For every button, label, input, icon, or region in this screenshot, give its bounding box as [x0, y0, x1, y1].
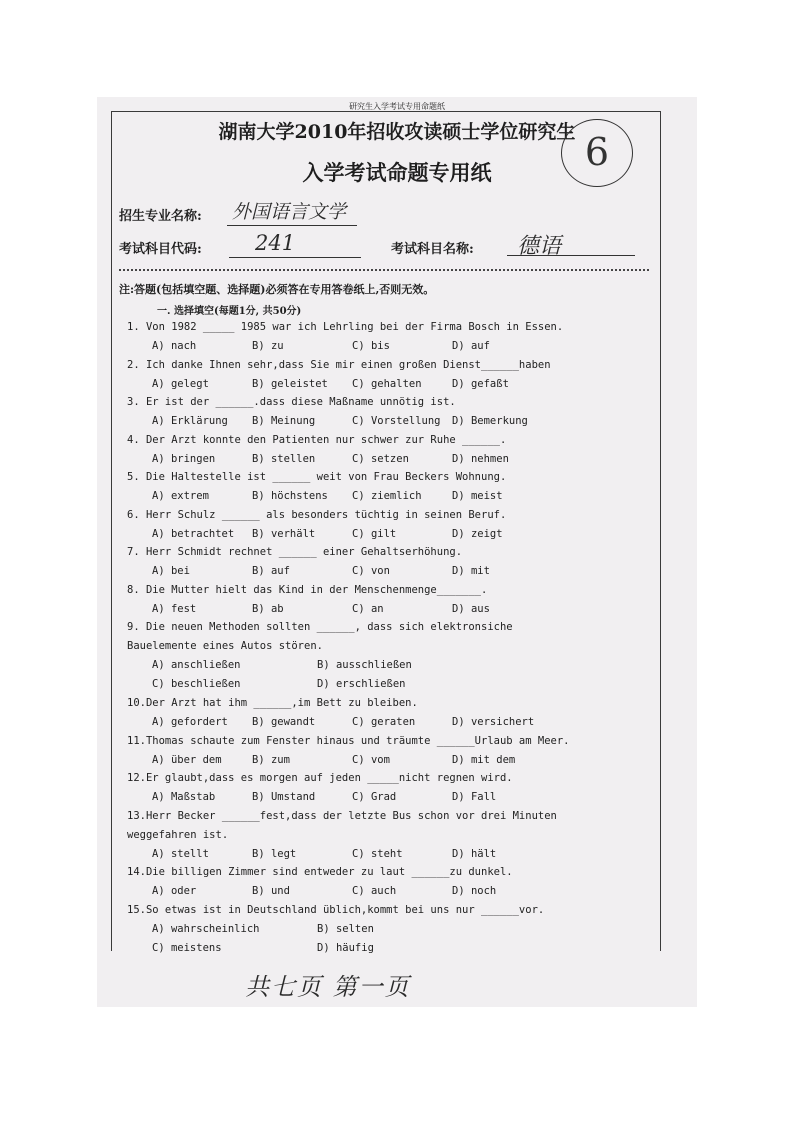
- answer-option: A) Erklärung: [152, 415, 228, 427]
- answer-option: B) höchstens: [252, 490, 328, 502]
- answer-option: C) beschließen: [152, 678, 241, 690]
- subject-label: 考试科目名称:: [391, 242, 474, 257]
- question-text: 3. Er ist der ______.dass diese Maßname unnötig ist.: [127, 396, 456, 408]
- answer-option: C) geraten: [352, 716, 416, 728]
- question-text: 9. Die neuen Methoden sollten ______, dass sich elektronsiche: [127, 621, 513, 633]
- answer-option: D) auf: [452, 340, 490, 352]
- answer-option: A) nach: [152, 340, 197, 352]
- answer-option: C) gehalten: [352, 377, 422, 390]
- answer-option: B) verhält: [252, 527, 316, 540]
- answer-option: C) vom: [352, 753, 390, 766]
- answer-option: B) auf: [252, 565, 290, 577]
- answer-option: C) von: [352, 565, 390, 577]
- code-label: 考试科目代码:: [119, 242, 202, 257]
- question-text: 5. Die Haltestelle ist ______ weit von Frau Beckers Wohnung.: [127, 471, 507, 483]
- code-value-handwritten: 241: [255, 231, 296, 255]
- exam-title-line2: 入学考试命题专用纸: [302, 160, 492, 185]
- answer-option: B) selten: [317, 922, 374, 935]
- answer-option: A) stellt: [152, 847, 209, 860]
- answer-option: A) über dem: [152, 753, 222, 766]
- answer-option: B) stellen: [252, 452, 316, 465]
- question-text: 10.Der Arzt hat ihm ______,im Bett zu bleiben.: [127, 697, 418, 709]
- answer-option: B) Umstand: [252, 791, 316, 803]
- code-underline: [229, 257, 361, 258]
- subject-underline: [507, 255, 635, 256]
- question-text: 13.Herr Becker ______fest,dass der letzte Bus schon vor drei Minuten: [127, 809, 557, 822]
- answer-option: A) Maßstab: [152, 791, 216, 803]
- answer-option: B) ab: [252, 602, 284, 615]
- question-text-continued: weggefahren ist.: [127, 828, 229, 841]
- answer-option: D) versichert: [452, 716, 535, 728]
- answer-option: B) legt: [252, 847, 297, 860]
- footer-page-count-handwritten: 共七页 第一页: [245, 973, 411, 1001]
- answer-option: A) gelegt: [152, 377, 209, 390]
- answer-option: A) oder: [152, 885, 197, 897]
- answer-option: B) zum: [252, 753, 290, 766]
- answer-option: C) gilt: [352, 527, 397, 540]
- answer-option: C) steht: [352, 847, 403, 860]
- answer-option: D) meist: [452, 490, 503, 502]
- question-text: 15.So etwas ist in Deutschland üblich,kommt bei uns nur ______vor.: [127, 903, 545, 916]
- answer-instruction-note: 注:答题(包括填空题、选择题)必须答在专用答卷纸上,否则无效。: [119, 283, 435, 296]
- answer-option: C) Grad: [352, 791, 397, 803]
- major-underline: [227, 225, 357, 226]
- answer-option: C) an: [352, 602, 384, 615]
- answer-option: D) gefaßt: [452, 377, 509, 390]
- question-text: 12.Er glaubt,dass es morgen auf jeden _____nicht regnen wird.: [127, 772, 513, 784]
- answer-option: D) mit: [452, 565, 490, 577]
- answer-option: A) betrachtet: [152, 527, 235, 540]
- answer-option: D) mit dem: [452, 753, 516, 766]
- answer-option: B) zu: [252, 340, 284, 352]
- answer-option: D) Fall: [452, 791, 497, 803]
- answer-option: A) bei: [152, 565, 190, 577]
- major-value-handwritten: 外国语言文学: [232, 201, 347, 223]
- question-text: 11.Thomas schaute zum Fenster hinaus und träumte ______Urlaub am Meer.: [127, 734, 570, 747]
- section-title: 一. 选择填空(每题1分, 共50分): [157, 306, 302, 317]
- question-text: 6. Herr Schulz ______ als besonders tüchtig in seinen Beruf.: [127, 508, 507, 521]
- answer-option: A) fest: [152, 602, 197, 615]
- exam-title-line1: 湖南大学2010年招收攻读硕士学位研究生: [218, 121, 576, 143]
- answer-option: D) noch: [452, 885, 497, 897]
- answer-option: A) anschließen: [152, 659, 241, 671]
- answer-option: D) aus: [452, 602, 490, 615]
- answer-option: C) meistens: [152, 941, 222, 954]
- answer-option: D) nehmen: [452, 452, 509, 465]
- answer-option: B) und: [252, 885, 290, 897]
- answer-option: B) Meinung: [252, 415, 316, 427]
- answer-option: A) extrem: [152, 490, 209, 502]
- answer-option: D) hält: [452, 847, 497, 860]
- answer-option: B) ausschließen: [317, 659, 412, 671]
- answer-option: C) setzen: [352, 452, 409, 465]
- dotted-divider: [119, 269, 649, 271]
- answer-option: B) geleistet: [252, 377, 328, 390]
- question-text: 4. Der Arzt konnte den Patienten nur schwer zur Ruhe ______.: [127, 433, 507, 446]
- answer-option: D) erschließen: [317, 678, 406, 690]
- answer-option: D) häufig: [317, 941, 374, 954]
- answer-option: C) auch: [352, 885, 397, 897]
- answer-option: C) bis: [352, 340, 390, 352]
- question-text: 8. Die Mutter hielt das Kind in der Menschenmenge_______.: [127, 583, 488, 596]
- answer-option: A) wahrscheinlich: [152, 922, 260, 935]
- header-strip-text: 研究生入学考试专用命题纸: [349, 102, 445, 111]
- scanned-exam-page: [97, 97, 697, 1007]
- question-text: 14.Die billigen Zimmer sind entweder zu laut ______zu dunkel.: [127, 866, 513, 878]
- question-text: 7. Herr Schmidt rechnet ______ einer Gehaltserhöhung.: [127, 546, 463, 558]
- answer-option: C) ziemlich: [352, 490, 422, 502]
- answer-option: B) gewandt: [252, 716, 316, 728]
- answer-option: C) Vorstellung: [352, 415, 441, 427]
- subject-value-handwritten: 德语: [517, 234, 562, 259]
- answer-option: A) gefordert: [152, 716, 228, 728]
- circled-page-number: 6: [561, 119, 633, 187]
- question-text: 2. Ich danke Ihnen sehr,dass Sie mir einen großen Dienst______haben: [127, 358, 551, 371]
- question-text: 1. Von 1982 _____ 1985 war ich Lehrling bei der Firma Bosch in Essen.: [127, 321, 564, 333]
- question-text-continued: Bauelemente eines Autos stören.: [127, 640, 323, 652]
- answer-option: A) bringen: [152, 452, 216, 465]
- major-label: 招生专业名称:: [119, 209, 202, 224]
- answer-option: D) zeigt: [452, 527, 503, 540]
- answer-option: D) Bemerkung: [452, 415, 528, 427]
